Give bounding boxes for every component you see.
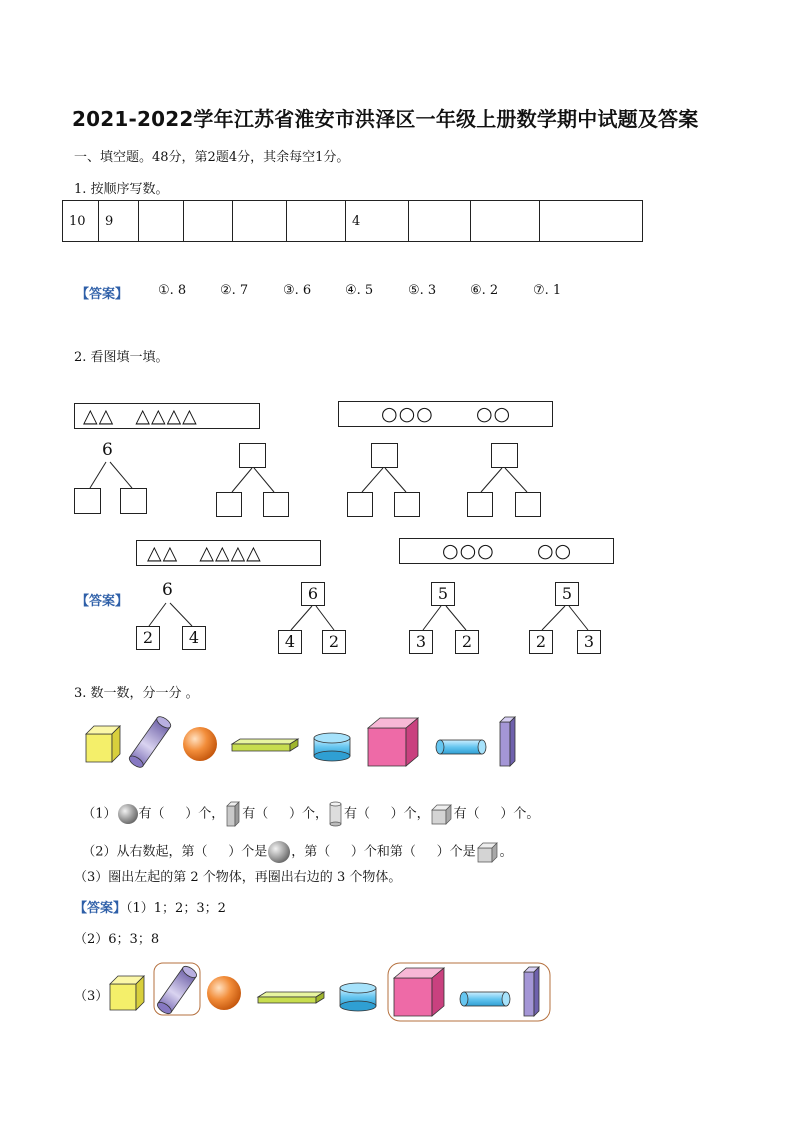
blank-text: 有（	[453, 806, 480, 822]
circle-group: ○○○ ○○	[338, 401, 553, 427]
blank-box[interactable]	[467, 492, 493, 517]
prism-icon	[224, 801, 242, 827]
q1-answer: ④. 5	[345, 283, 374, 298]
tree-top-box: 5	[431, 582, 455, 606]
blank-text: ）个，	[390, 806, 430, 822]
blank-text: ）个，	[185, 806, 225, 822]
long-prism-icon	[232, 739, 298, 751]
blank-text: 有（	[242, 806, 269, 822]
horizontal-cylinder-icon	[460, 992, 510, 1006]
q1-answer: ⑤. 3	[408, 283, 437, 298]
answer-object-row	[104, 960, 554, 1024]
cylinder-icon	[156, 964, 199, 1016]
upright-prism-icon	[500, 717, 515, 766]
sub-text: ，第（	[291, 844, 331, 860]
cube-icon	[86, 726, 120, 762]
tree-left-box: 3	[409, 630, 433, 654]
q3-answer-1: （1）1；2；3；2	[126, 901, 226, 916]
q1-prompt: 1. 按顺序写数。	[74, 182, 169, 197]
blank-box[interactable]	[263, 492, 289, 517]
short-cylinder-icon	[340, 983, 376, 1011]
blank-text: ）个。	[500, 806, 540, 822]
answer-label: 【答案】	[76, 594, 129, 609]
tree-right-box: 2	[455, 630, 479, 654]
upright-prism-icon	[524, 967, 539, 1016]
q3-answer	[74, 897, 226, 916]
tree-left-box: 4	[278, 630, 302, 654]
triangle-group: △△ △△△△	[136, 540, 321, 566]
triangle-group: △△ △△△△	[74, 403, 260, 429]
seq-cell: 9	[99, 201, 139, 242]
object-row	[80, 714, 530, 770]
q1-answer: ①. 8	[158, 283, 187, 298]
q2-prompt: 2. 看图填一填。	[74, 350, 169, 365]
tree-left-box: 2	[136, 626, 160, 650]
short-cylinder-icon	[314, 733, 350, 761]
answer-label: 【答案】	[76, 287, 129, 302]
blank-box[interactable]	[216, 492, 242, 517]
answer-label: 【答案】	[74, 901, 127, 916]
sub-text: 。	[499, 844, 513, 860]
blank-box[interactable]	[120, 488, 147, 514]
cube-icon	[476, 841, 500, 863]
blank-text: ）个，	[288, 806, 328, 822]
q1-answer: ③. 6	[283, 283, 312, 298]
q3-prompt: 3. 数一数，分一分 。	[74, 686, 199, 701]
section-heading: 一、填空题。48分，第2题4分，其余每空1分。	[74, 150, 350, 165]
tree-top-box: 5	[555, 582, 579, 606]
blank-box[interactable]	[515, 492, 541, 517]
q3-answer-2: （2）6；3；8	[74, 932, 160, 947]
q1-answer: ⑦. 1	[533, 283, 562, 298]
blank-box[interactable]	[394, 492, 420, 517]
tree-right-box: 3	[577, 630, 601, 654]
q3-sub3: （3）圈出左起的第 2 个物体，再圈出右边的 3 个物体。	[74, 870, 402, 885]
q1-answer: ②. 7	[220, 283, 249, 298]
sub-text: ）个是	[436, 844, 476, 860]
cylinder-icon	[127, 714, 172, 769]
blank-box[interactable]	[371, 443, 398, 468]
seq-cell: 10	[63, 201, 99, 242]
blank-box[interactable]	[491, 443, 518, 468]
page-title: 2021-2022学年江苏省淮安市洪泽区一年级上册数学期中试题及答案	[72, 107, 699, 131]
circle-group: ○○○ ○○	[399, 538, 614, 564]
sphere-icon	[207, 976, 241, 1010]
blank-text: 有（	[343, 806, 370, 822]
large-cube-icon	[368, 718, 418, 766]
cube-icon	[110, 976, 144, 1010]
q1-answer: ⑥. 2	[470, 283, 499, 298]
blank-box[interactable]	[74, 488, 101, 514]
cube-icon	[430, 803, 454, 825]
sub-number: （1）	[82, 806, 117, 822]
large-cube-icon	[394, 968, 444, 1016]
sphere-icon	[183, 727, 217, 761]
horizontal-cylinder-icon	[436, 740, 486, 754]
tree-right-box: 4	[182, 626, 206, 650]
cylinder-icon	[328, 801, 344, 827]
sub-text: ）个是	[228, 844, 268, 860]
tree-left-box: 2	[529, 630, 553, 654]
tree-right-box: 2	[322, 630, 346, 654]
blank-box[interactable]	[239, 443, 266, 468]
q3-answer-3-label: （3）	[74, 989, 109, 1004]
sphere-icon	[117, 803, 139, 825]
blank-text: 有（	[138, 806, 165, 822]
tree-top-number: 6	[102, 440, 113, 460]
q3-sub1	[74, 786, 539, 827]
long-prism-icon	[258, 992, 324, 1003]
seq-cell: 4	[346, 201, 409, 242]
q3-sub2	[74, 825, 513, 864]
sub-text: （2）从右数起，第（	[82, 844, 208, 860]
sub-text: ）个和第（	[350, 844, 416, 860]
blank-box[interactable]	[347, 492, 373, 517]
tree-top-box: 6	[301, 582, 325, 606]
sphere-icon	[267, 840, 291, 864]
tree-top-number: 6	[162, 580, 173, 600]
